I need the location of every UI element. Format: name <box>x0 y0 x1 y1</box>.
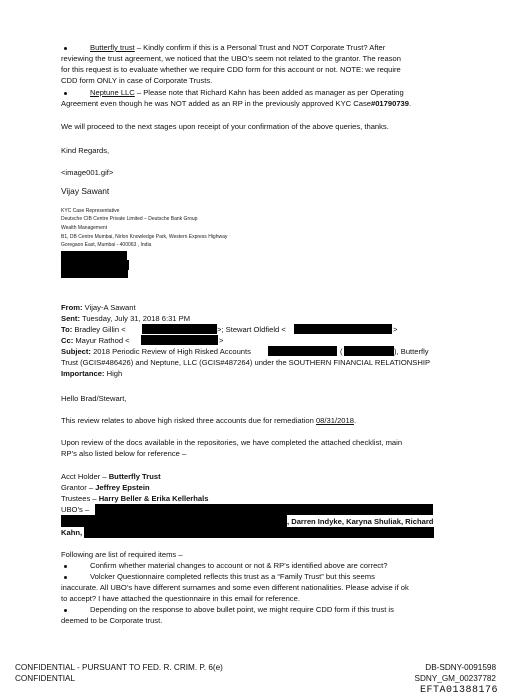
signature-line: B1, DB Centre Mumbai, Nirlon Knowledge Park, Western Express Highway <box>61 234 228 240</box>
acct-holder-value: Butterfly Trust <box>108 472 161 481</box>
trustees-value: Harry Beller & Erika Kellerhals <box>98 494 209 503</box>
subject-value-3: ), Butterfly <box>394 347 429 356</box>
image-placeholder: <image001.gif> <box>61 168 114 177</box>
from-value: Vijay-A Sawant <box>82 303 136 312</box>
redaction-box <box>268 346 337 356</box>
bullet-butterfly-trust <box>90 43 385 53</box>
trustees-line <box>61 494 208 504</box>
to-value-1: Bradley Gillin < <box>72 325 126 334</box>
acct-holder-label: Acct Holder – <box>61 472 109 481</box>
item-3a: Depending on the response to above bullet point, we might require CDD form if this trust is <box>90 605 394 614</box>
cc-line <box>61 336 130 346</box>
to-line <box>61 325 126 335</box>
acct-holder-line <box>61 472 161 482</box>
bullet-dot <box>64 609 67 612</box>
greeting: Hello Brad/Stewart, <box>61 394 127 403</box>
item-2a: Volcker Questionnaire completed reflects this trust as a “Family Trust” but this seems <box>90 572 375 581</box>
neptune-llc-text: – Please note that Richard Kahn has been added as manager as per Operating <box>134 88 404 97</box>
grantor-label: Grantor – <box>61 483 96 492</box>
paragraph-line: Upon review of the docs available in the repositories, we have completed the attached checklist, main <box>61 438 403 447</box>
importance-label: Importance: <box>61 369 105 378</box>
bullet-dot <box>64 576 67 579</box>
to-value-3: > <box>393 325 398 334</box>
redaction-box <box>61 515 287 527</box>
sent-label: Sent: <box>61 314 80 323</box>
grantor-value: Jeffrey Epstein <box>95 483 150 492</box>
grantor-line <box>61 483 150 493</box>
paragraph-line <box>61 99 411 109</box>
from-label: From: <box>61 303 83 312</box>
period: . <box>409 99 412 108</box>
subject-value-2: ( <box>340 347 343 356</box>
paragraph-line: RP’s also listed below for reference – <box>61 449 187 458</box>
signature-name: Vijay Sawant <box>61 186 110 196</box>
importance-line <box>61 369 122 379</box>
subject-line <box>61 347 251 357</box>
subject-label: Subject: <box>61 347 91 356</box>
period: . <box>353 416 357 425</box>
signature-line: Deutsche CIB Centre Private Limited – Deutsche Bank Group <box>61 216 198 222</box>
ubo-label: UBO’s – <box>61 505 90 514</box>
bullet-dot <box>64 565 67 568</box>
bullet-neptune-llc <box>90 88 404 98</box>
item-1: Confirm whether material changes to account or not & RP’s identified above are correct? <box>90 561 388 570</box>
remediation-date: 08/31/2018 <box>315 416 354 425</box>
neptune-text-2: Agreement even though he was NOT added as an RP in the previously approved KYC Case <box>61 99 371 108</box>
paragraph-line: for this request is to evaluate whether we require CDD form for this account or not. NOTE: we require <box>61 65 401 74</box>
from-line <box>61 303 136 313</box>
bullet-dot <box>64 47 67 50</box>
redaction-box <box>142 324 217 334</box>
ubo-names: , Darren Indyke, Karyna Shuliak, Richard <box>287 517 434 526</box>
redaction-box <box>294 324 392 334</box>
cc-value-1: Mayur Rathod < <box>73 336 130 345</box>
redaction-box <box>61 260 129 270</box>
redaction-box <box>141 335 218 345</box>
signature-line: Goregaon East, Mumbai - 400063 , India <box>61 242 152 248</box>
cc-value-2: > <box>219 336 224 345</box>
subject-line-2: Trust (GCIS#486426) and Neptune, LLC (GCIS#487264) under the SOUTHERN FINANCIAL RELATIONSHIP <box>61 358 431 367</box>
following-line: Following are list of required items – <box>61 550 183 559</box>
subject-value-1: 2018 Periodic Review of High Risked Accounts <box>90 347 251 356</box>
footer-doc-id-1: DB-SDNY-0091598 <box>425 663 496 672</box>
redaction-box <box>95 504 433 515</box>
cc-label: Cc: <box>61 336 74 345</box>
redaction-box <box>84 527 434 538</box>
item-3b: deemed to be Corporate trust. <box>61 616 163 625</box>
trustees-label: Trustees – <box>61 494 99 503</box>
importance-value: High <box>104 369 123 378</box>
kind-regards: Kind Regards, <box>61 146 110 155</box>
bullet-dot <box>64 92 67 95</box>
paragraph-line: CDD form ONLY in case of Corporate Trusts. <box>61 76 213 85</box>
butterfly-trust-text: – Kindly confirm if this is a Personal Trust and NOT Corporate Trust? After <box>134 43 386 52</box>
ubo-kahn: Kahn, <box>61 528 83 537</box>
bates-number: EFTA01388176 <box>419 685 498 696</box>
redaction-box <box>61 270 128 278</box>
paragraph-line: reviewing the trust agreement, we noticed that the UBO’s seem not related to the grantor. The reason <box>61 54 401 63</box>
redaction-box <box>344 346 394 356</box>
sent-line <box>61 314 190 324</box>
footer-confidential-1: CONFIDENTIAL - PURSUANT TO FED. R. CRIM. P. 6(e) <box>15 663 223 672</box>
item-2b: inaccurate. All UBO’s have different surnames and some even different nationalities. Please advise if ok <box>61 583 409 592</box>
proceed-line: We will proceed to the next stages upon receipt of your confirmation of the above queries, thanks. <box>61 122 389 131</box>
butterfly-trust-title: Butterfly trust <box>90 43 135 52</box>
footer-doc-id-2: SDNY_GM_00237782 <box>414 674 496 683</box>
to-value-2: >; Stewart Oldfield < <box>217 325 286 334</box>
to-label: To: <box>61 325 73 334</box>
sent-value: Tuesday, July 31, 2018 6:31 PM <box>79 314 191 323</box>
neptune-llc-title: Neptune LLC <box>90 88 135 97</box>
kyc-case-number: #01790739 <box>370 99 409 108</box>
redaction-box <box>61 251 127 260</box>
signature-line: KYC Case Representative <box>61 208 120 214</box>
item-2c: to accept? I have attached the questionnaire in this email for reference. <box>61 594 300 603</box>
signature-line: Wealth Management <box>61 225 108 231</box>
review-line <box>61 416 356 426</box>
footer-confidential-2: CONFIDENTIAL <box>15 674 76 683</box>
review-text: This review relates to above high risked three accounts due for remediation <box>61 416 316 425</box>
